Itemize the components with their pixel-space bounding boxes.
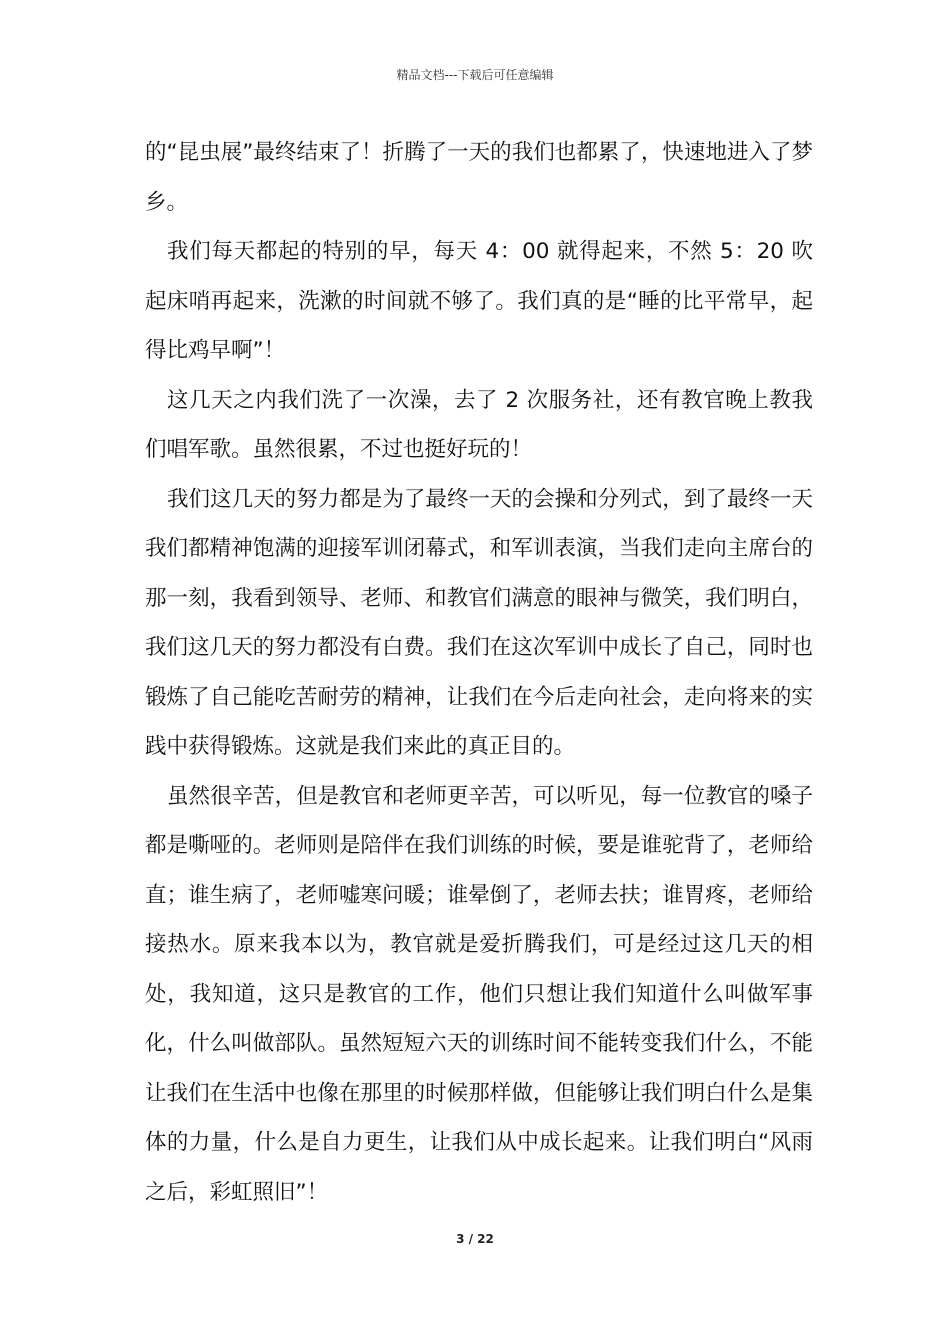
paragraph-3: 这几天之内我们洗了一次澡，去了 2 次服务社，还有教官晚上教我们唱军歌。虽然很累，不过也挺好玩的！ xyxy=(145,387,813,462)
paragraph-4: 我们这几天的努力都是为了最终一天的会操和分列式，到了最终一天我们都精神饱满的迎接军训闭幕式，和军训表演，当我们走向主席台的那一刻，我看到领导、老师、和教官们满意的眼神与微笑，我们明白，我们这几天的努力都没有白费。我们在这次军训中成长了自己，同时也锻炼了自己能吃苦耐劳的精神，让我们在今后走向社会，走向将来的实践中获得锻炼。这就是我们来此的真正目的。 xyxy=(145,486,813,759)
document-body xyxy=(145,128,813,1217)
paragraph-2: 我们每天都起的特别的早，每天 4：00 就得起来，不然 5：20 吹起床哨再起来，洗漱的时间就不够了。我们真的是“睡的比平常早，起得比鸡早啊”！ xyxy=(145,239,813,363)
page-number: 3 / 22 xyxy=(456,1232,494,1246)
paragraph-1: 的“昆虫展”最终结束了！折腾了一天的我们也都累了，快速地进入了梦乡。 xyxy=(145,140,813,215)
page-header: 精品文档---下载后可任意编辑 xyxy=(396,68,554,82)
paragraph-5: 虽然很辛苦，但是教官和老师更辛苦，可以听见，每一位教官的嗓子都是嘶哑的。老师则是陪伴在我们训练的时候，要是谁驼背了，老师给直；谁生病了，老师嘘寒问暖；谁晕倒了，老师去扶；谁胃疼，老师给接热水。原来我本以为，教官就是爱折腾我们，可是经过这几天的相处，我知道，这只是教官的工作，他们只想让我们知道什么叫做军事化，什么叫做部队。虽然短短六天的训练时间不能转变我们什么，不能让我们在生活中也像在那里的时候那样做，但能够让我们明白什么是集体的力量，什么是自力更生，让我们从中成长起来。让我们明白“风雨之后，彩虹照旧”！ xyxy=(145,783,813,1205)
